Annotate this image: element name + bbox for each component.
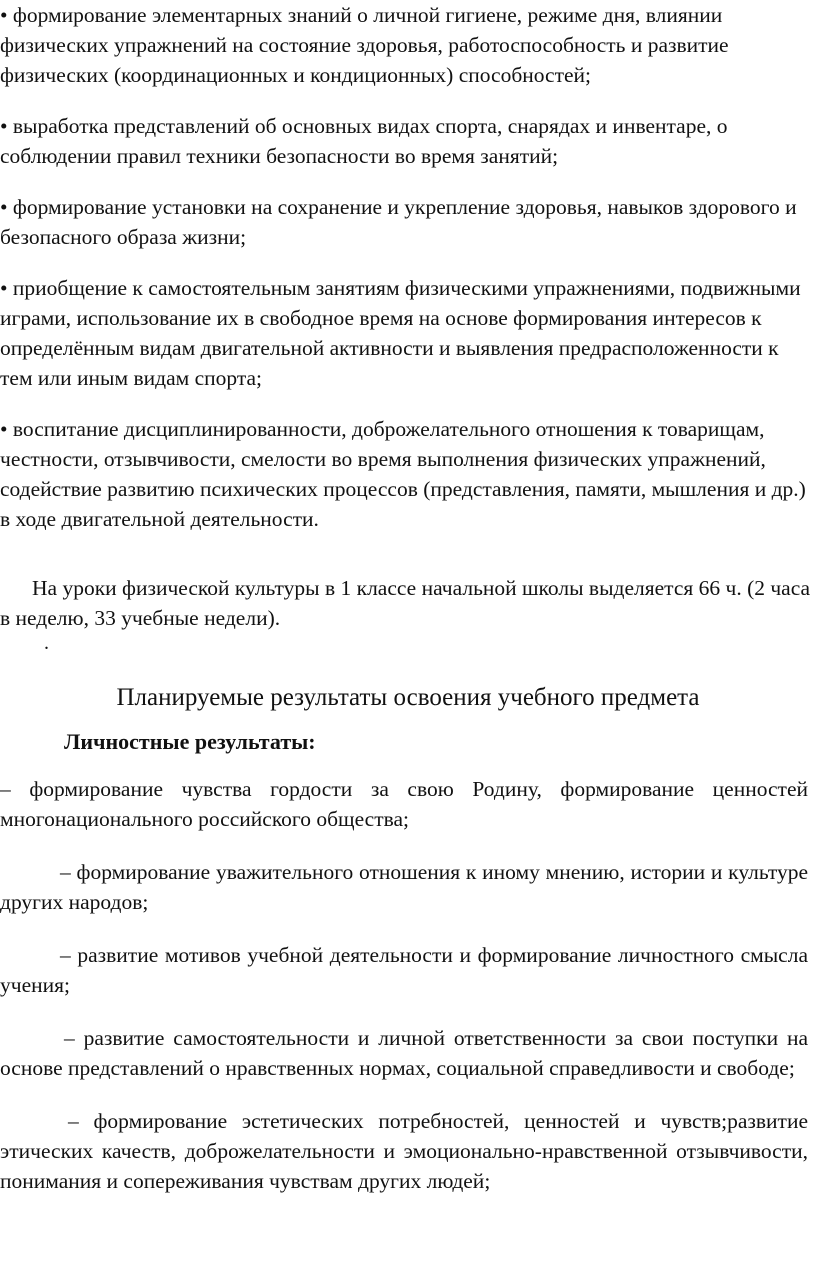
personal-results-heading: Личностные результаты: <box>64 729 316 754</box>
objective-item-health-skills: • формирование установки на сохранение и укрепление здоровья, навыков здорового и безопасного образа жизни; <box>0 195 797 249</box>
objective-item-independent-exercise: • приобщение к самостоятельным занятиям физическими упражнениями, подвижными играми, использование их в свободное время на основе формирования интересов к определённым видам двигательной активности и выявления предрасположенности к тем или иным видам спорта; <box>0 276 801 390</box>
objectives-list <box>0 0 812 534</box>
stray-dot: . <box>44 632 49 654</box>
hours-allocation-text: На уроки физической культуры в 1 классе начальной школы выделяется 66 ч. (2 часа в неделю, 33 учебные недели). <box>0 576 811 630</box>
result-item-respect: – формирование уважительного отношения к иному мнению, истории и культуре других народов; <box>0 860 808 914</box>
objective-item-hygiene: • формирование элементарных знаний о личной гигиене, режиме дня, влиянии физических упражнений на состояние здоровья, работоспособность и развитие физических (координационных и кондиционных) способностей; <box>0 3 729 87</box>
result-item-patriotism: – формирование чувства гордости за свою Родину, формирование ценностей многонационального российского общества; <box>0 777 808 831</box>
personal-results-list <box>0 774 812 1196</box>
section-title: Планируемые результаты освоения учебного предмета <box>116 684 700 711</box>
objective-item-discipline: • воспитание дисциплинированности, доброжелательного отношения к товарищам, честности, отзывчивости, смелости во время выполнения физических упражнений, содействие развитию психических процессов (представления, памяти, мышления и др.) в ходе двигательной деятельности. <box>0 417 806 531</box>
result-item-aesthetics: – формирование эстетических потребностей, ценностей и чувств;развитие этических качеств, доброжелательности и эмоционально-нравственной отзывчивости, понимания и сопереживания чувствам других людей; <box>0 1109 808 1193</box>
result-item-responsibility: – развитие самостоятельности и личной ответственности за свои поступки на основе представлений о нравственных нормах, социальной справедливости и свободе; <box>0 1026 808 1080</box>
objective-item-sports-knowledge: • выработка представлений об основных видах спорта, снарядах и инвентаре, о соблюдении правил техники безопасности во время занятий; <box>0 114 728 168</box>
result-item-motivation: – развитие мотивов учебной деятельности и формирование личностного смысла учения; <box>0 943 808 997</box>
